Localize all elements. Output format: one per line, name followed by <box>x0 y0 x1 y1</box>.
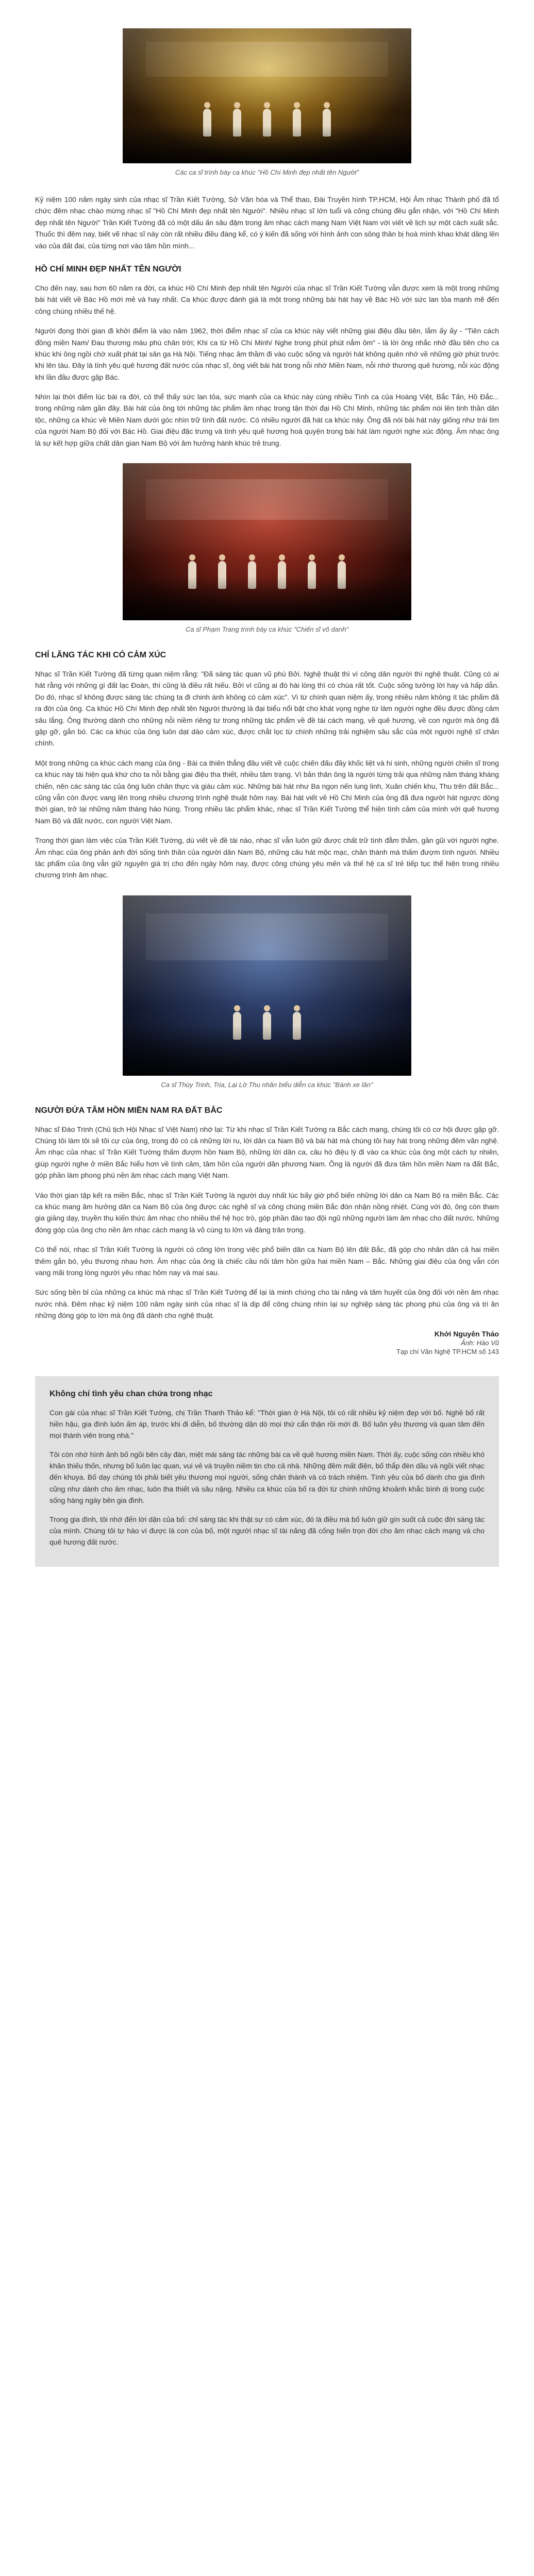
section-1-title: HỒ CHÍ MINH ĐẸP NHẤT TÊN NGƯỜI <box>35 264 181 274</box>
section-3-paragraph: Nhạc sĩ Đào Trinh (Chủ tịch Hội Nhạc sĩ Việt Nam) nhớ lại: Từ khi nhạc sĩ Trần Kiết Tường ra Bắc cách mạng, chúng tôi có cơ hội được gặp gỡ. Chúng tôi làm tôi sẽ tôi cự của ông, trong đó có cả những lời ru, lời dân ca Nam Bộ và bài hát mà chúng tôi hay hát trong những đêm văn nghệ. Âm nhạc của nhạc sĩ Trần Kiết Tường thấm đượm hồn Nam Bộ, những lời dân ca, câu hò điệu lý đi vào ca khúc của ông một cách tự nhiên, giúp người nghe ở miền Bắc hiểu hơn về tình cảm, tâm hồn của người dân phương Nam. Ông là người đã đưa tâm hồn miền Nam ra đất Bắc, góp phần làm phong phú nền âm nhạc cách mạng Việt Nam. <box>35 1125 499 1180</box>
intro-paragraph: Kỷ niệm 100 năm ngày sinh của nhạc sĩ Trần Kiết Tường, Sở Văn hóa và Thể thao, Đài Truyền hình TP.HCM, Hội Âm nhạc Thành phố đã tổ chức đêm nhạc chào mừng nhạc sĩ "Hồ Chí Minh đẹp nhất tên Người". Nhiều nhạc sĩ lớn tuổi và công chúng đều gắn nhận, với "Hồ Chí Minh đẹp nhất tên Người" Trần Kiết Tường đã có một dấu ấn sâu đậm trong âm nhạc cách mạng Nam Việt Nam với viết về lịch sự một cách xuất sắc. Thuốc thì đêm nay, biết vẽ nhạc sĩ này còn rất nhiều điều đáng kể, có ý kiến đã sống với hình ảnh con sông thân bị hoà mình khao khát dâng lên vào của đất đai, của từng nơi vào tâm hồn mình... <box>35 195 499 250</box>
figure-1-caption: Các ca sĩ trình bày ca khúc "Hồ Chí Minh đẹp nhất tên Người" <box>175 168 359 176</box>
author-block <box>35 1330 499 1355</box>
section-1-paragraph: Nhìn lại thời điểm lúc bài ra đời, có thể thấy sức lan tỏa, sức mạnh của ca khúc này cùng nhiều Tình ca của Hoàng Việt, Bắc Tấn, Hồ Đắc... trong những năm gần đây. Bài hát của ông tới những tác phẩm âm nhạc trong tận thời đại Hồ Chí Minh, những tác phẩm nói lên tinh thần dân tộc, những ca khúc về Miền Nam dưới góc nhìn trữ tình đất nước. Có nhiều người đã hát ca khúc này. Ông đã nói bài hát này giống như trái tim của người Nam Bộ đối với Bác Hồ. Giai điệu đặc trưng và tình yêu quê hương hoà quyện trong bài hát làm người nghe xúc động. Âm nhạc ông là sự kết hợp giữa chất dân gian Nam Bộ với âm hưởng hành khúc trẻ trung. <box>35 393 499 447</box>
section-3-paragraph: Có thể nói, nhạc sĩ Trần Kiết Tường là người có công lớn trong việc phổ biến dân ca Nam Bộ lên đất Bắc, đã góp cho nhân dân cả hai miền thêm gắn bó, yêu thương nhau hơn. Âm nhạc của ông là chiếc cầu nối tâm hồn giữa hai miền Nam – Bắc. Những giai điệu của ông vẫn còn vang mãi trong lòng người yêu nhạc hôm nay và mai sau. <box>35 1245 499 1277</box>
figure-3-caption: Ca sĩ Thùy Trinh, Trịa, Lại Lờ Thu nhân biểu diễn ca khúc "Bánh xe lăn" <box>161 1080 373 1089</box>
article-content <box>35 0 499 1567</box>
sidebar-box-title: Không chỉ tình yêu chan chứa trong nhạc <box>49 1389 213 1398</box>
section-3-title: NGƯỜI ĐỨA TÂM HỒN MIỀN NAM RA ĐẤT BẮC <box>35 1106 223 1115</box>
section-1-paragraph: Người đọng thời gian đi khởi điểm là vào năm 1962, thời điểm nhạc sĩ của ca khúc này viết những giai điệu đầu tiên, lắm ấy ấy - "Tiên cách đồng miền Nam/ Đau thương máu phù chân trời; Khi ca từ Hồ Chí Minh/ Nghe trong phút phút nắm ôm" - là lời ông nhắc nhở đầu tiên cho ca khúc khi ông ngồi chờ xuất phát tại sân ga Hà Nội. Tiếng nhạc âm thầm đi vào cuộc sống và người hát không quên nhớ về những giờ phút trước khi lên tàu. Đây là tình yêu quê hương đất nước của nhạc sĩ, ông viết bài hát trong nỗi nhớ Miền Nam, nỗi nhớ thương quê hương, nỗi xúc động khi lần đầu được gặp Bác. <box>35 327 499 381</box>
section-2-paragraph: Một trong những ca khúc cách mạng của ông - Bài ca thiên thắng đầu viết về cuộc chiến đấu đầy khốc liệt và hi sinh, những người chiến sĩ trong ca khúc này tái hiện quá khứ cho ta nỗi bằng giai điệu tha thiết, nhiều tâm trạng. Vì bản thân ông là người từng trải qua những năm tháng kháng chiến, nên các sáng tác của ông luôn chân thực và giàu cảm xúc. Những bài hát như Ba ngọn nến lung linh, Xuân chiến khu, Thu trên đất Bắc... cũng vẫn còn được vang lên trong nhiều chương trình nghệ thuật hôm nay. Bài hát viết về Hồ Chí Minh của ông đã đưa người hát ngược dòng thời gian, trở lại những năm tháng hào hùng. Trong nhiều tác phẩm khác, nhạc sĩ Trần Kiết Tường thể hiện tình cảm của mình với quê hương Nam Bộ và đất nước, con người Việt Nam. <box>35 758 499 825</box>
section-2-title: CHỈ LĂNG TÁC KHI CÓ CẢM XÚC <box>35 651 166 660</box>
author-name: Khởi Nguyên Thảo <box>434 1329 499 1338</box>
sidebar-box-paragraph: Trong gia đình, tôi nhớ đến lời dặn của bố: chỉ sáng tác khi thật sự có cảm xúc, đó là điều mà bố luôn giữ gìn suốt cả cuộc đời sáng tác của mình. Chúng tôi tự hào vì được là con của bố, một người nhạc sĩ tài năng đã cống hiến trọn đời cho âm nhạc cách mạng và cho quê hương đất nước. <box>49 1515 485 1547</box>
figure-3-photo <box>123 895 411 1076</box>
section-4-paragraph: Sức sống bền bỉ của những ca khúc mà nhạc sĩ Trần Kiết Tường để lại là minh chứng cho tài năng và tâm huyết của ông đối với nền âm nhạc nước nhà. Đêm nhạc kỷ niệm 100 năm ngày sinh của nhạc sĩ là dịp để công chúng nhìn lại sự nghiệp sáng tác phong phú của ông và tri ân những đóng góp to lớn mà ông đã dành cho nghệ thuật. <box>35 1288 499 1320</box>
figure-2-photo <box>123 463 411 620</box>
sidebar-box-paragraph: Tôi còn nhớ hình ảnh bố ngồi bên cây đàn, miệt mài sáng tác những bài ca về quê hương miền Nam. Thời ấy, cuộc sống còn nhiều khó khăn thiếu thốn, nhưng bố luôn lạc quan, vui vẻ và truyền niềm tin cho cả nhà. Những đêm mất điện, bố thắp đèn dầu và ngồi viết nhạc đến khuya. Bố dạy chúng tôi phải biết yêu thương mọi người, sống chân thành và có trách nhiệm. Tình yêu của bố dành cho gia đình cũng như dành cho âm nhạc, luôn tha thiết và sâu nặng. Nhiều ca khúc của bố ra đời từ chính những khoảnh khắc bình dị trong cuộc sống hàng ngày bên gia đình. <box>49 1450 485 1505</box>
photo-credit: Ảnh: Hào Vũ <box>461 1338 499 1347</box>
figure-2-caption: Ca sĩ Phạm Trang trình bày ca khúc "Chiến sĩ vô danh" <box>185 625 349 634</box>
sidebar-box <box>35 1376 499 1567</box>
section-2-paragraph: Nhạc sĩ Trần Kiết Tường đã từng quan niệm rằng: "Đã sáng tác quan vũ phù Bởi. Nghệ thuật thì vì công dân người thì nghệ thuật. Cũng có ai hát rằng với những gì đất lạc Đoàn, thì cũng là điều rất hiếu. Bởi vì cũng ai đó hài lòng thì có chúa rất tốt. Cuộc sống tưởng lời hay và hấp dẫn. Do đó, nhạc sĩ không được sáng tác chúng ta đi chinh ánh không có cảm xúc". Vì từ chính quan niệm ấy, trong nhiều năm không ít tác phẩm đã ra đời của ông. Ca khúc Hồ Chí Minh đẹp nhất tên Người thường là đại biểu nổi bật cho khát vọng nghe từ làm người nghe đều được đồng cảm sâu lắng. Ông thường dành cho những nỗi niềm riêng tư trong những tác phẩm về đề tài cách mạng, về quê hương, về con người mà ông đã gặp gỡ, gắn bó. Các ca khúc của ông luôn dạt dào cảm xúc, được chắt lọc từ chính những trải nghiệm sâu sắc của một người nghệ sĩ chân chính. <box>35 670 499 748</box>
figure-1-photo <box>123 28 411 163</box>
source-credit: Tạp chí Văn Nghệ TP.HCM số 143 <box>396 1347 499 1355</box>
section-3-paragraph: Vào thời gian tập kết ra miền Bắc, nhạc sĩ Trần Kiết Tường là người duy nhất lúc bấy giờ phổ biến những lời dân ca Nam Bộ ra miền Bắc. Các ca khúc mang âm hưởng dân ca Nam Bộ của ông được các nghệ sĩ và công chúng miền Bắc đón nhận nồng nhiệt. Cùng với đó, ông còn tham gia giảng dạy, truyền thụ kiến thức âm nhạc cho nhiều thế hệ học trò, góp phần đào tạo đội ngũ những người làm âm nhạc cho đất nước. Những đóng góp của ông cho nền âm nhạc cách mạng là vô cùng to lớn và đáng trân trọng. <box>35 1191 499 1234</box>
section-1-paragraph: Cho đến nay, sau hơn 60 năm ra đời, ca khúc Hồ Chí Minh đẹp nhất tên Người của nhạc sĩ Trần Kiết Tường vẫn được xem là một trong những bài hát viết về Bác Hồ mới mẻ và hay nhất. Ca khúc được đánh giá là một trong những bài hát hay về Bác Hồ với sức lan tỏa mạnh mẽ đến công chúng nhiều thế hệ. <box>35 283 499 315</box>
sidebar-box-paragraph: Con gái của nhạc sĩ Trần Kiết Tường, chị Trần Thanh Thảo kể: "Thời gian ở Hà Nội, tôi có rất nhiều kỷ niệm đẹp với bố. Nghề bố rất hiền hậu, gia đình luôn ấm áp, trước khi đi diễn, bố thường dặn dò mọi thứ cẩn thận rồi mới đi. Bố luôn yêu thương và quan tâm đến mọi thành viên trong nhà." <box>49 1408 485 1440</box>
section-2-paragraph: Trong thời gian làm việc của Trần Kiết Tường, dù viết về đề tài nào, nhạc sĩ vẫn luôn giữ được chất trữ tình đằm thắm, gần gũi với người nghe. Âm nhạc của ông phản ánh đời sống tinh thần của người dân Nam Bộ, những câu hát mộc mạc, chân thành mà thấm đượm tình người. Nhiều tác phẩm của ông vẫn giữ nguyên giá trị cho đến ngày hôm nay, được công chúng yêu mến và thế hệ ca sĩ trẻ tiếp tục thể hiện trong nhiều chương trình âm nhạc. <box>35 836 499 879</box>
